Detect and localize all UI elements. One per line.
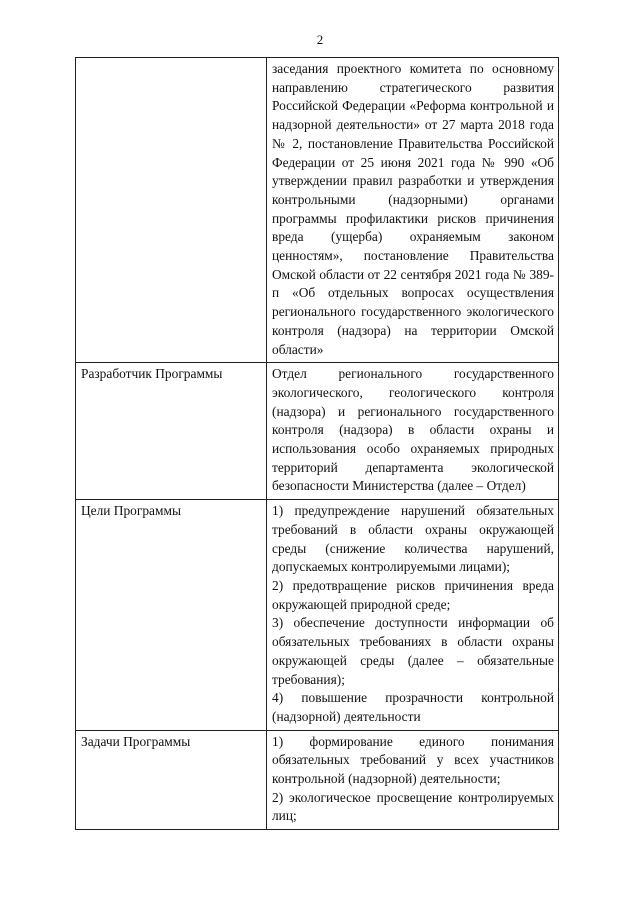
- row-label-developer: Разработчик Программы: [76, 363, 267, 500]
- row-label-goals: Цели Программы: [76, 500, 267, 730]
- paragraph: 1) предупреждение нарушений обязательных требований в области охраны окружающей среды (снижение количества нарушений, допускаемых контролируемыми лицами);: [272, 503, 554, 575]
- row-label: [76, 58, 267, 363]
- paragraph: заседания проектного комитета по основному направлению стратегического развития Российской Федерации «Реформа контрольной и надзорной деятельности» от 27 марта 2018 года № 2, постановление Правительства Российской Федерации от 25 июня 2021 года № 990 «Об утверждении правил разработки и утверждения контрольными (надзорными) органами программы профилактики рисков причинения вреда (ущерба) охраняемым законом ценностям», постановление Правительства Омской области от 22 сентября 2021 года № 389-п «Об отдельных вопросах осуществления регионального государственного экологического контроля (надзора) на территории Омской области»: [272, 61, 554, 357]
- table-row: [76, 500, 559, 730]
- paragraph: 2) экологическое просвещение контролируемых лиц;: [272, 789, 554, 824]
- row-label-tasks: Задачи Программы: [76, 730, 267, 830]
- table-row: [76, 730, 559, 830]
- paragraph: Отдел регионального государственного экологического, геологического контроля (надзора) и регионального государственного контроля (надзора) в области охраны и использования особо охраняемых природных территорий департамента экологической безопасности Министерства (далее – Отдел): [272, 366, 554, 494]
- paragraph: 1) формирование единого понимания обязательных требований у всех участников контрольной (надзорной) деятельности;: [272, 733, 554, 787]
- table-row: [76, 363, 559, 500]
- row-value-tasks: [267, 730, 559, 830]
- page-number: 2: [316, 32, 324, 47]
- row-value-goals: [267, 500, 559, 730]
- row-value-developer: [267, 363, 559, 500]
- paragraph: 3) обеспечение доступности информации об обязательных требованиях в области охраны окружающей среды (далее – обязательные требования);: [272, 615, 554, 687]
- program-passport-table: [75, 57, 559, 830]
- paragraph: 4) повышение прозрачности контрольной (надзорной) деятельности: [272, 690, 554, 724]
- row-value: [267, 58, 559, 363]
- paragraph: 2) предотвращение рисков причинения вреда окружающей природной среде;: [272, 577, 554, 612]
- table-row: [76, 58, 559, 363]
